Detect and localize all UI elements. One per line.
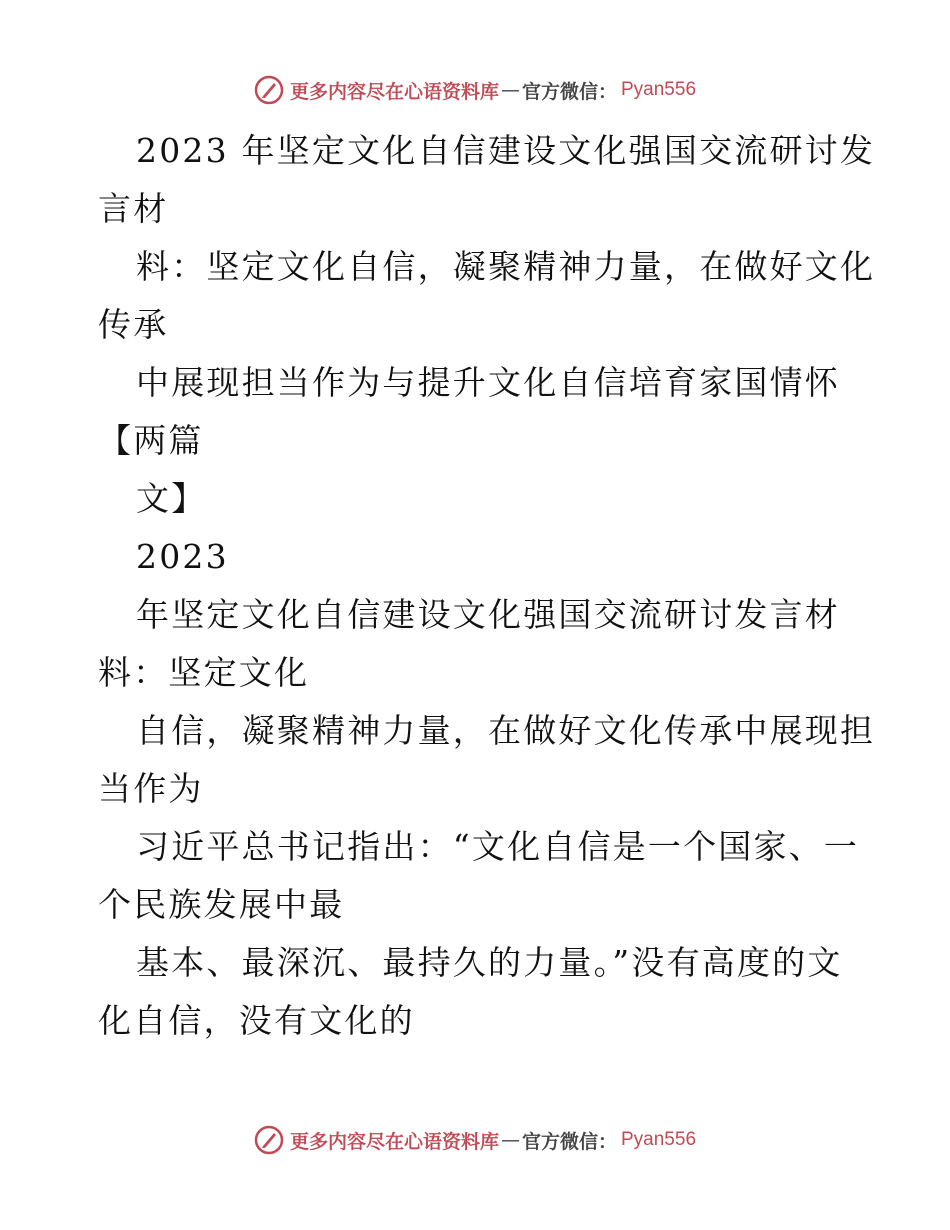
text-line: 中展现担当作为与提升文化自信培育家国情怀	[136, 363, 840, 402]
text-line: 言材	[98, 189, 169, 228]
quill-logo-icon	[254, 1125, 284, 1155]
text-line: 当作为	[98, 769, 204, 808]
document-body	[98, 122, 876, 1050]
watermark-dash: —	[500, 79, 520, 101]
text-line: 2023	[136, 537, 229, 576]
watermark-site-text: 更多内容尽在心语资料库	[289, 1130, 499, 1153]
text-line: 个民族发展中最	[98, 885, 345, 924]
text-line: 传承	[98, 305, 169, 344]
watermark-wechat-label: 官方微信：	[521, 1130, 617, 1153]
watermark-wechat-id: Pyan556	[621, 79, 697, 100]
watermark-dash: —	[500, 1129, 520, 1151]
text-line: 年坚定文化自信建设文化强国交流研讨发言材	[136, 595, 840, 634]
header-watermark	[0, 70, 950, 110]
text-line: 自信，凝聚精神力量，在做好文化传承中展现担	[136, 711, 876, 750]
watermark-wechat-id: Pyan556	[621, 1129, 697, 1150]
text-line: 习近平总书记指出：“文化自信是一个国家、一	[136, 827, 860, 866]
text-line: 【两篇	[98, 421, 204, 460]
text-line: 料：坚定文化自信，凝聚精神力量，在做好文化	[136, 247, 876, 286]
watermark-site-text: 更多内容尽在心语资料库	[289, 80, 499, 103]
quill-logo-icon	[254, 75, 284, 105]
text-line: 2023 年坚定文化自信建设文化强国交流研讨发	[136, 131, 876, 170]
text-line: 料：坚定文化	[98, 653, 310, 692]
text-line: 文】	[136, 479, 207, 518]
text-line: 化自信，没有文化的	[98, 1001, 415, 1040]
text-line: 基本、最深沉、最持久的力量。”没有高度的文	[136, 943, 843, 982]
footer-watermark	[0, 1120, 950, 1160]
watermark-wechat-label: 官方微信：	[521, 80, 617, 103]
